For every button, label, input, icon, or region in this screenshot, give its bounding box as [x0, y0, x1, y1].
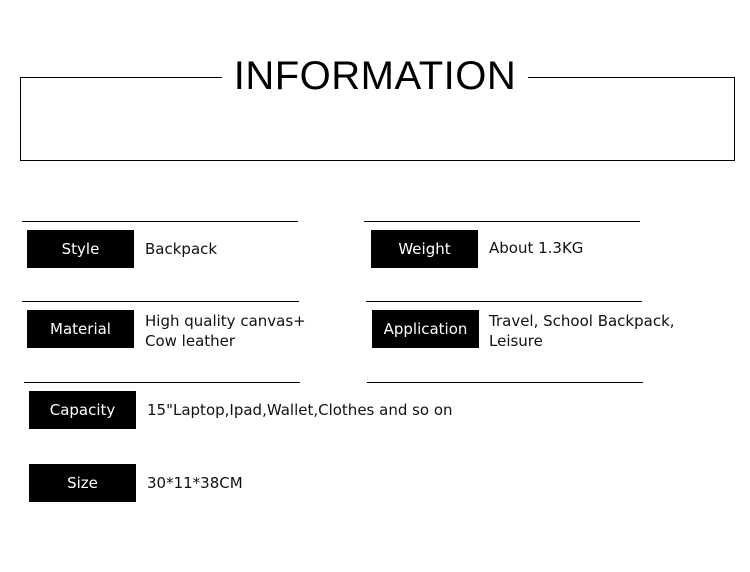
weight-label-text: Weight — [398, 240, 451, 258]
size-label — [29, 464, 136, 502]
material-value-line1: High quality canvas+ — [145, 312, 306, 330]
divider — [364, 221, 640, 222]
capacity-label — [29, 391, 136, 429]
divider — [24, 382, 300, 383]
material-value-line2: Cow leather — [145, 332, 236, 350]
style-label-text: Style — [61, 240, 100, 258]
divider — [22, 301, 299, 302]
application-value-line1: Travel, School Backpack, — [489, 312, 675, 330]
capacity-label-text: Capacity — [49, 401, 116, 419]
material-label — [27, 310, 134, 348]
page-title-text: INFORMATION — [222, 54, 529, 98]
application-label-text: Application — [383, 320, 468, 338]
style-label — [27, 230, 134, 268]
capacity-value: 15"Laptop,Ipad,Wallet,Clothes and so on — [147, 401, 453, 419]
material-label-text: Material — [50, 320, 111, 338]
divider — [367, 382, 643, 383]
page-title — [0, 52, 750, 100]
weight-value: About 1.3KG — [489, 239, 584, 257]
style-value: Backpack — [145, 240, 218, 258]
size-label-text: Size — [67, 474, 98, 492]
divider — [366, 301, 642, 302]
application-label — [372, 310, 479, 348]
weight-label — [371, 230, 478, 268]
size-value: 30*11*38CM — [147, 474, 243, 492]
application-value-line2: Leisure — [489, 332, 543, 350]
divider — [22, 221, 298, 222]
